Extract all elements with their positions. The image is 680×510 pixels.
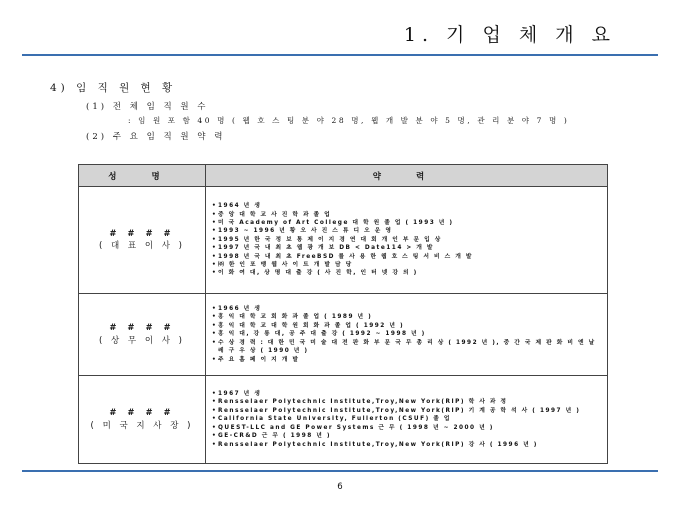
column-header-career: 약 력: [206, 165, 608, 187]
career-list: [212, 305, 601, 364]
page-number: 6: [337, 482, 343, 492]
key-staff-label: (2) 주 요 임 직 원 약 력: [86, 132, 226, 142]
career-item: • 1964 년 생: [212, 202, 601, 210]
career-item: • 주 요 홈 페 이 지 개 발: [212, 356, 601, 364]
career-item: • 1967 년 생: [212, 390, 601, 398]
career-item: • 중 앙 대 학 교 사 진 학 과 졸 업: [212, 211, 601, 219]
table-row: [79, 187, 608, 294]
career-item: • 1995 년 한 국 정 보 통 제 이 지 경 연 대 회 개 인 부 문 입 상: [212, 236, 601, 244]
career-item: • 수 상 경 력 : 대 한 민 국 미 술 대 전 판 화 부 문 국 무 총 리 상 ( 1992 년 ), 중 간 국 제 판 화 비 엔 날 레 구 우 상 ( 1990 년 ): [212, 339, 601, 356]
career-item: • ㈜ 한 인 포 뱅 웹 사 이 트 개 발 담 당: [212, 261, 601, 269]
person-role: ( 대 표 이 사 ): [99, 241, 185, 251]
total-staff-detail: : 임 원 포 함 40 명 ( 웹 호 스 팅 분 야 28 명, 웹 개 발 분 야 5 명, 관 리 분 야 7 명 ): [128, 116, 570, 125]
career-item: • GE-CR&D 근 무 ( 1998 년 ): [212, 432, 601, 440]
person-name: # # # #: [109, 228, 175, 239]
name-cell: [79, 294, 206, 376]
career-list: [212, 390, 601, 449]
table-row: [79, 376, 608, 464]
table-row: [79, 294, 608, 376]
career-cell: [206, 376, 608, 464]
footer-divider: [22, 470, 658, 472]
career-item: • QUEST-LLC and GE Power Systems 근 무 ( 1998 년 ~ 2000 년 ): [212, 424, 601, 432]
career-item: • 1993 ~ 1996 년 황 오 사 진 스 튜 디 오 운 영: [212, 227, 601, 235]
career-item: • 1998 년 국 내 최 초 FreeBSD 를 사 용 한 웹 호 스 팅 서 비 스 개 발: [212, 253, 601, 261]
executive-table: [78, 164, 608, 464]
person-role: ( 미 국 지 사 장 ): [90, 420, 194, 431]
career-item: • Rensselaer Polytechnic Institute,Troy,New York(RIP) 학 사 과 정: [212, 398, 601, 406]
career-item: • 홍 익 대 학 교 대 학 원 회 화 과 졸 업 ( 1992 년 ): [212, 322, 601, 330]
career-item: • 이 화 여 대, 상 명 대 출 강 ( 사 진 학, 인 터 넷 강 의 ): [212, 269, 601, 277]
career-item: • 1997 년 국 내 최 초 웹 광 개 보 DB < Date114 > 개 발: [212, 244, 601, 252]
name-cell: [79, 187, 206, 294]
career-item: • 1966 년 생: [212, 305, 601, 313]
career-cell: [206, 294, 608, 376]
career-item: • 미 국 Academy of Art College 대 학 원 졸 업 ( 1993 년 ): [212, 219, 601, 227]
career-item: • Rensselaer Polytechnic Institute,Troy,New York(RIP) 강 사 ( 1996 년 ): [212, 441, 601, 449]
table-header-row: [79, 165, 608, 187]
section-heading: 4) 임 직 원 현 황: [50, 82, 177, 94]
header-divider: [22, 54, 658, 56]
career-list: [212, 202, 601, 278]
person-name: # # # #: [109, 323, 175, 334]
career-item: • California State University, Fullerton (CSUF) 졸 업: [212, 415, 601, 423]
career-cell: [206, 187, 608, 294]
career-item: • Rensselaer Polytechnic Institute,Troy,New York(RIP) 기 계 공 학 석 사 ( 1997 년 ): [212, 407, 601, 415]
name-cell: [79, 376, 206, 464]
person-role: ( 상 무 이 사 ): [99, 335, 185, 346]
career-item: • 홍 익 대, 강 릉 대, 공 주 대 출 강 ( 1992 ~ 1998 년 ): [212, 330, 601, 338]
page-title: 1. 기 업 체 개 요: [403, 24, 616, 46]
total-staff-label: (1) 전 체 임 직 원 수: [86, 102, 209, 112]
column-header-name: 성 명: [79, 165, 206, 187]
career-item: • 홍 익 대 학 교 회 화 과 졸 업 ( 1989 년 ): [212, 313, 601, 321]
person-name: # # # #: [109, 408, 175, 419]
